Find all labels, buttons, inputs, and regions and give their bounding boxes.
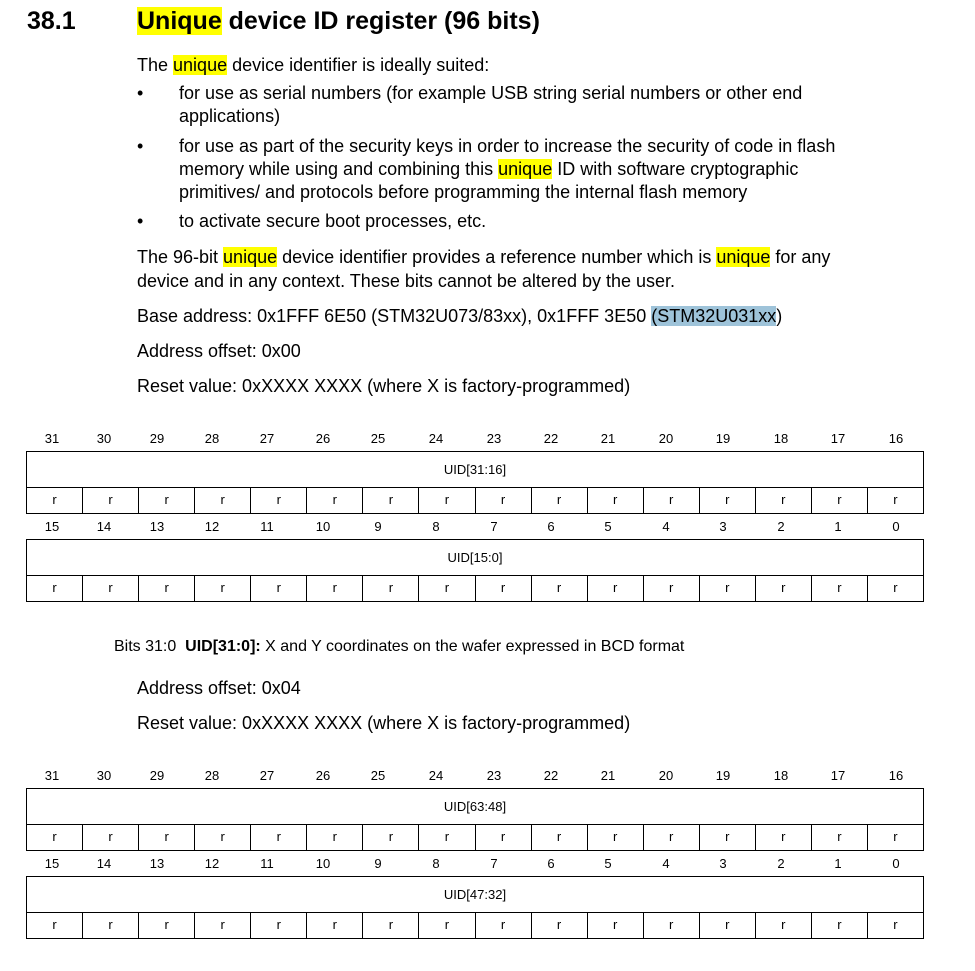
access-cell: r	[83, 576, 139, 601]
reset-value-0: Reset value: 0xXXXX XXXX (where X is factory-programmed)	[137, 376, 631, 396]
bit-number: 8	[432, 519, 440, 534]
bullet-2-line-2	[179, 158, 798, 181]
access-cell: r	[83, 825, 139, 850]
section-number: 38.1	[27, 7, 76, 35]
bit-number: 26	[315, 768, 331, 783]
desc-highlight: unique	[223, 247, 278, 267]
access-cell: r	[139, 576, 195, 601]
bit-number: 16	[888, 431, 904, 446]
access-cell: r	[139, 825, 195, 850]
access-cell: r	[893, 492, 898, 507]
desc-highlight-2: unique	[716, 247, 771, 267]
bit-number: 1	[834, 519, 842, 534]
access-cell: r	[307, 913, 363, 938]
access-cell: r	[251, 576, 307, 601]
access-cell: r	[307, 825, 363, 850]
access-cell: r	[27, 488, 83, 513]
bit-number: 9	[374, 519, 382, 534]
access-cell: r	[700, 825, 756, 850]
access-cell: r	[251, 825, 307, 850]
access-cell: r	[756, 576, 812, 601]
access-cell: r	[532, 488, 588, 513]
access-cell: r	[893, 917, 898, 932]
title-highlight-word: Unique	[137, 7, 222, 35]
bit-number: 25	[370, 431, 386, 446]
access-cell: r	[476, 913, 532, 938]
bit-numbers-low	[26, 519, 924, 539]
bit-number: 27	[259, 431, 275, 446]
access-cell: r	[812, 576, 868, 601]
bit-number: 26	[315, 431, 331, 446]
access-cell: r	[588, 825, 644, 850]
desc-text-3: for any	[770, 247, 831, 267]
reset-value-1: Reset value: 0xXXXX XXXX (where X is factory-programmed)	[137, 713, 631, 733]
access-cell: r	[756, 488, 812, 513]
bit-number: 15	[44, 519, 60, 534]
bit-number: 27	[259, 768, 275, 783]
access-cell: r	[195, 488, 251, 513]
bullet-3: to activate secure boot processes, etc.	[179, 211, 487, 231]
bit-number: 19	[715, 768, 731, 783]
bit-number: 23	[486, 431, 502, 446]
access-cell: r	[195, 825, 251, 850]
bit-number: 21	[600, 768, 616, 783]
bit-number: 7	[490, 856, 498, 871]
access-cell: r	[644, 576, 700, 601]
address-offset-1: Address offset: 0x04	[137, 678, 301, 698]
bullet-dot: •	[137, 136, 144, 156]
access-cell: r	[83, 488, 139, 513]
bit-number: 1	[834, 856, 842, 871]
bit-numbers-high	[26, 768, 924, 788]
access-cell: r	[419, 825, 475, 850]
selected-text[interactable]: (STM32U031xx	[651, 306, 777, 326]
access-cell: r	[363, 488, 419, 513]
bit-number: 28	[204, 768, 220, 783]
bit-number: 2	[777, 519, 785, 534]
bit-number: 4	[662, 519, 670, 534]
bit-number: 0	[892, 856, 900, 871]
access-cell: r	[756, 825, 812, 850]
access-cell: r	[363, 913, 419, 938]
access-cell: r	[644, 825, 700, 850]
access-cell: r	[644, 488, 700, 513]
access-cell: r	[893, 829, 898, 844]
bit-number: 3	[719, 519, 727, 534]
bit-number: 29	[149, 431, 165, 446]
access-cell: r	[756, 913, 812, 938]
access-row-high	[26, 825, 924, 851]
bit-number: 14	[96, 856, 112, 871]
access-cell: r	[812, 913, 868, 938]
desc-text: The 96-bit	[137, 247, 224, 267]
bit-number: 29	[149, 768, 165, 783]
bit-number: 13	[149, 519, 165, 534]
access-cell: r	[893, 580, 898, 595]
bullet-2-highlight: unique	[498, 159, 553, 179]
bit-number: 22	[543, 768, 559, 783]
bit-number: 3	[719, 856, 727, 871]
base-address-close: )	[776, 306, 783, 326]
bit-number: 17	[830, 431, 846, 446]
base-address-text: Base address: 0x1FFF 6E50 (STM32U073/83xx), 0x1FFF 3E50	[137, 306, 652, 326]
bit-number: 30	[96, 768, 112, 783]
bit-number: 18	[773, 768, 789, 783]
access-row-high	[26, 488, 924, 514]
bits-description	[114, 638, 684, 656]
description-line-1	[137, 246, 830, 269]
bit-number: 25	[370, 768, 386, 783]
bit-number: 21	[600, 431, 616, 446]
access-cell: r	[195, 913, 251, 938]
bit-number: 13	[149, 856, 165, 871]
bit-number: 12	[204, 856, 220, 871]
access-cell: r	[83, 913, 139, 938]
desc-text-2: device identifier provides a reference number which is	[277, 247, 717, 267]
access-cell: r	[251, 488, 307, 513]
bit-number: 16	[888, 768, 904, 783]
bullet-2-line-1: for use as part of the security keys in order to increase the security of code in flash	[179, 136, 836, 156]
bit-number: 8	[432, 856, 440, 871]
register-field-high: UID[31:16]	[26, 451, 924, 488]
intro-text: The	[137, 55, 174, 75]
bit-number: 10	[315, 519, 331, 534]
access-row-low	[26, 576, 924, 602]
access-row-low	[26, 913, 924, 939]
bullet-dot: •	[137, 211, 144, 231]
bit-number: 23	[486, 768, 502, 783]
bit-number: 22	[543, 431, 559, 446]
register-table-0	[26, 431, 924, 602]
bit-number: 10	[315, 856, 331, 871]
access-cell: r	[812, 488, 868, 513]
access-cell: r	[476, 825, 532, 850]
bit-number: 24	[428, 768, 444, 783]
access-cell: r	[419, 913, 475, 938]
bit-number: 4	[662, 856, 670, 871]
description-line-2: device and in any context. These bits cannot be altered by the user.	[137, 271, 676, 291]
access-cell: r	[700, 488, 756, 513]
access-cell: r	[27, 825, 83, 850]
access-cell: r	[251, 913, 307, 938]
access-cell: r	[532, 913, 588, 938]
intro-highlight: unique	[173, 55, 228, 75]
access-cell: r	[700, 576, 756, 601]
bit-number: 0	[892, 519, 900, 534]
access-cell: r	[812, 825, 868, 850]
bit-number: 20	[658, 431, 674, 446]
bit-number: 18	[773, 431, 789, 446]
access-cell: r	[532, 825, 588, 850]
bit-number: 6	[547, 519, 555, 534]
bullet-2-line-3: primitives/ and protocols before programming the internal flash memory	[179, 182, 748, 202]
access-cell: r	[588, 488, 644, 513]
bit-number: 12	[204, 519, 220, 534]
intro-text-2: device identifier is ideally suited:	[227, 55, 490, 75]
bit-number: 20	[658, 768, 674, 783]
bits-field-desc: X and Y coordinates on the wafer expressed in BCD format	[260, 638, 685, 655]
bit-number: 11	[260, 519, 274, 534]
access-cell: r	[307, 488, 363, 513]
access-cell: r	[419, 576, 475, 601]
address-offset-0: Address offset: 0x00	[137, 341, 301, 361]
access-cell: r	[419, 488, 475, 513]
bit-number: 19	[715, 431, 731, 446]
bits-range: Bits 31:0	[114, 638, 177, 655]
access-cell: r	[588, 576, 644, 601]
bit-number: 6	[547, 856, 555, 871]
access-cell: r	[700, 913, 756, 938]
register-table-1	[26, 768, 924, 939]
access-cell: r	[476, 576, 532, 601]
intro-paragraph	[137, 54, 489, 77]
register-field-low: UID[15:0]	[26, 539, 924, 576]
bit-number: 17	[830, 768, 846, 783]
base-address	[137, 305, 782, 328]
bit-number: 9	[374, 856, 382, 871]
bit-number: 28	[204, 431, 220, 446]
section-title	[137, 7, 540, 36]
access-cell: r	[644, 913, 700, 938]
access-cell: r	[476, 488, 532, 513]
access-cell: r	[363, 825, 419, 850]
access-cell: r	[363, 576, 419, 601]
bit-number: 11	[260, 856, 274, 871]
bit-numbers-low	[26, 856, 924, 876]
bits-field-name: UID[31:0]:	[185, 638, 261, 655]
register-field-low: UID[47:32]	[26, 876, 924, 913]
bullet-2-text: memory while using and combining this	[179, 159, 499, 179]
access-cell: r	[139, 488, 195, 513]
access-cell: r	[139, 913, 195, 938]
bullet-1-line-2: applications)	[179, 106, 281, 126]
access-cell: r	[532, 576, 588, 601]
access-cell: r	[195, 576, 251, 601]
bit-numbers-high	[26, 431, 924, 451]
bit-number: 30	[96, 431, 112, 446]
bit-number: 15	[44, 856, 60, 871]
bit-number: 14	[96, 519, 112, 534]
access-cell: r	[27, 576, 83, 601]
bit-number: 24	[428, 431, 444, 446]
bit-number: 31	[44, 431, 60, 446]
title-rest: device ID register (96 bits)	[221, 7, 540, 35]
register-field-high: UID[63:48]	[26, 788, 924, 825]
bullet-dot: •	[137, 83, 144, 103]
bit-number: 31	[44, 768, 60, 783]
access-cell: r	[588, 913, 644, 938]
bit-number: 5	[604, 856, 612, 871]
bit-number: 7	[490, 519, 498, 534]
bullet-2-text-2: ID with software cryptographic	[552, 159, 799, 179]
access-cell: r	[307, 576, 363, 601]
bit-number: 2	[777, 856, 785, 871]
access-cell: r	[27, 913, 83, 938]
bullet-1-line-1: for use as serial numbers (for example USB string serial numbers or other end	[179, 83, 803, 103]
bit-number: 5	[604, 519, 612, 534]
